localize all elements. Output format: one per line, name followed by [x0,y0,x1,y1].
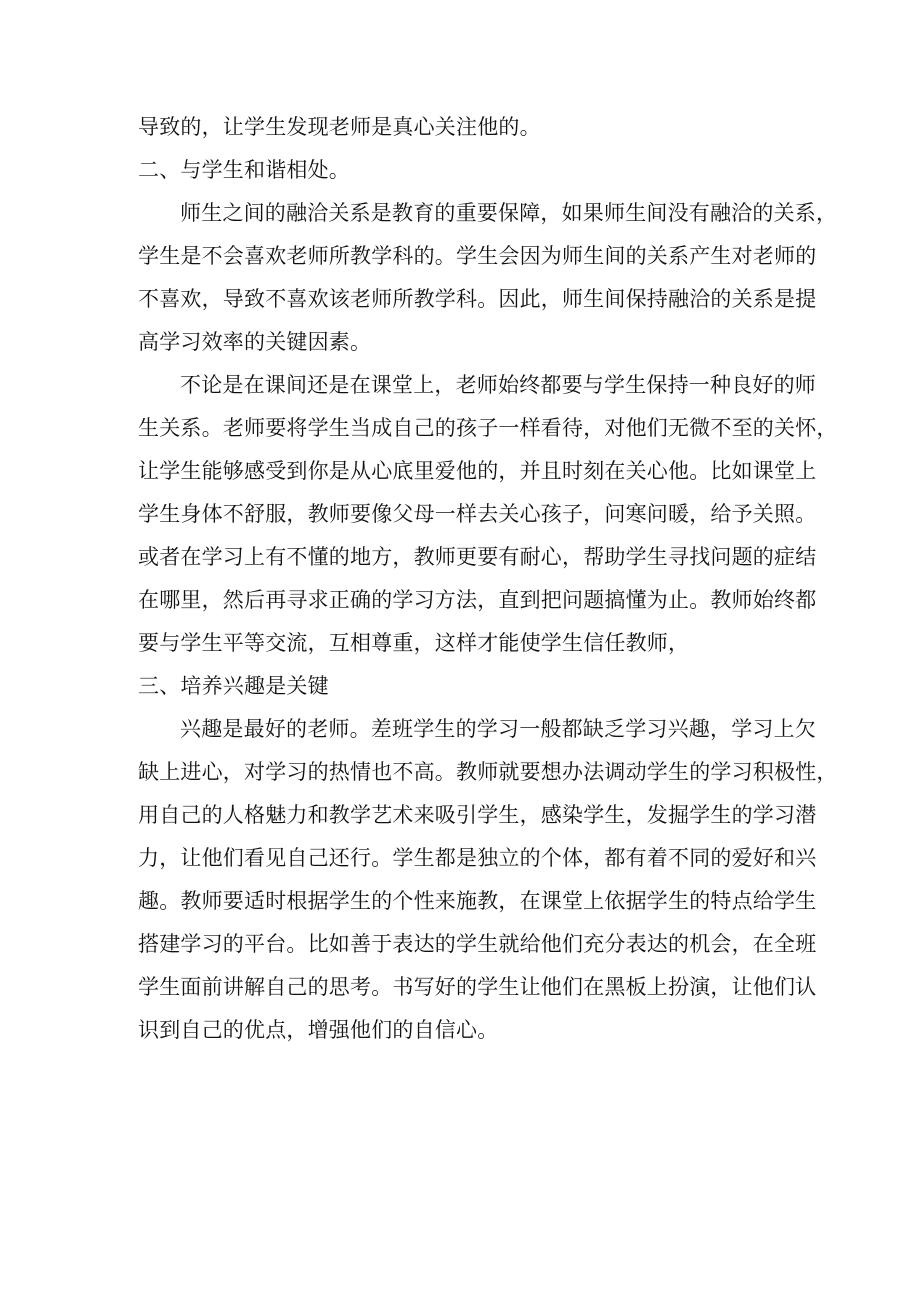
section-2-heading: 二、与学生和谐相处。 [138,158,350,182]
paragraph-line: 学生面前讲解自己的思考。书写好的学生让他们在黑板上扮演，让他们认 [138,975,817,999]
paragraph-line: 不喜欢，导致不喜欢该老师所教学科。因此，师生间保持融洽的关系是提 [138,287,817,311]
section-3-paragraph-1 [138,708,838,1052]
paragraph-line: 或者在学习上有不懂的地方，教师更要有耐心，帮助学生寻找问题的症结 [138,545,817,569]
paragraph-line: 搭建学习的平台。比如善于表达的学生就给他们充分表达的机会，在全班 [138,932,817,956]
paragraph-line: 在哪里，然后再寻求正确的学习方法，直到把问题搞懂为止。教师始终都 [138,588,817,612]
paragraph-line: 高学习效率的关键因素。 [138,330,372,354]
document-body [138,106,838,1052]
paragraph-line: 缺上进心，对学习的热情也不高。教师就要想办法调动学生的学习积极性， [138,760,838,784]
paragraph-line: 兴趣是最好的老师。差班学生的学习一般都缺乏学习兴趣，学习上欠 [180,717,816,741]
paragraph-line: 学生身体不舒服，教师要像父母一样去关心孩子，问寒问暖，给予关照。 [138,502,817,526]
intro-line: 导致的，让学生发现老师是真心关注他的。 [138,115,541,139]
paragraph-line: 用自己的人格魅力和教学艺术来吸引学生，感染学生，发掘学生的学习潜 [138,803,817,827]
section-2-paragraph-1 [138,192,838,364]
paragraph-line: 要与学生平等交流，互相尊重，这样才能使学生信任教师， [138,631,690,655]
paragraph-line: 师生之间的融洽关系是教育的重要保障，如果师生间没有融洽的关系， [180,201,838,225]
paragraph-line: 力，让他们看见自己还行。学生都是独立的个体，都有着不同的爱好和兴 [138,846,817,870]
paragraph-line: 让学生能够感受到你是从心底里爱他的，并且时刻在关心他。比如课堂上 [138,459,817,483]
section-2-paragraph-2 [138,364,838,665]
paragraph-line: 趣。教师要适时根据学生的个性来施教，在课堂上依据学生的特点给学生 [138,889,817,913]
paragraph-line: 识到自己的优点，增强他们的自信心。 [138,1018,499,1042]
section-3-heading: 三、培养兴趣是关键 [138,674,329,698]
paragraph-line: 学生是不会喜欢老师所教学科的。学生会因为师生间的关系产生对老师的 [138,244,817,268]
paragraph-line: 生关系。老师要将学生当成自己的孩子一样看待，对他们无微不至的关怀， [138,416,838,440]
paragraph-line: 不论是在课间还是在课堂上，老师始终都要与学生保持一种良好的师 [180,373,816,397]
